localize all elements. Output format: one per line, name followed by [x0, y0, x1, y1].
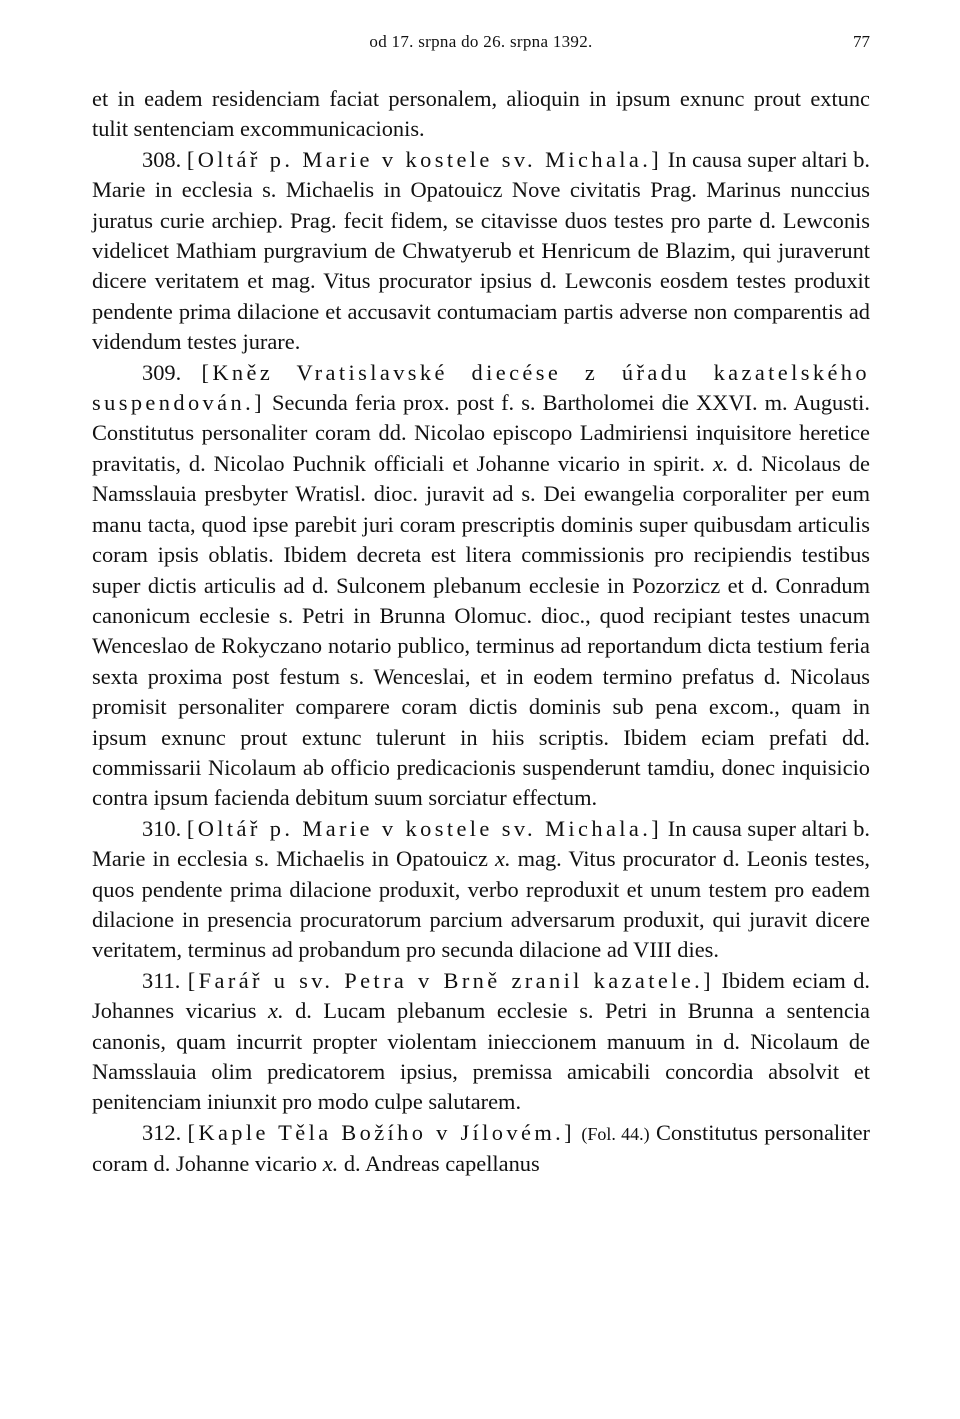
entry-heading: [Farář u sv. Petra v Brně zranil kazatele.] — [187, 967, 715, 993]
entry-309 — [92, 358, 870, 814]
running-head — [92, 28, 870, 62]
entry-308 — [92, 145, 870, 358]
entry-heading: [Oltář p. Marie v kostele sv. Michala.] — [186, 146, 663, 172]
entry-text: In causa super altari b. Marie in ecclesia s. Michaelis in Opatouicz Nove civitatis Prag. Marinus nunccius juratus curie archiep. Prag. fecit fidem, se citavisse duos testes pro parte d. Lewconis videlicet Mathiam purgravium de Chwatyerub et Henricum de Blazim, qui juraverunt dicere veritatem et mag. Vitus procurator ipsius d. Lewconis eosdem testes produxit pendente prima dilacione et accusavit contumaciam partis adverse non comparentis ad videndum testes jurare. — [92, 146, 870, 355]
entry-heading: [Kaple Těla Božího v Jílovém.] — [187, 1119, 575, 1145]
book-page — [92, 28, 870, 1180]
entry-number: 312. — [142, 1119, 182, 1145]
abbreviation-x: x. — [268, 998, 284, 1024]
entry-311 — [92, 966, 870, 1118]
folio-reference: (Fol. 44.) — [581, 1123, 650, 1144]
entry-text-continued: d. Nicolaus de Namsslauia presbyter Wratisl. dioc. juravit ad s. Dei ewangelia corporaliter per eum manu tacta, quod ipse parebit juri coram prescriptis dominis super quibusdam articulis coram ipsis oblatis. Ibidem decreta est litera commissionis pro recipiendis testibus super dictis articulis ad d. Sulconem plebanum ecclesie in Pozorzicz et d. Conradum canonicum ecclesie s. Petri in Brunna Olomuc. dioc., quod recipiant testes unacum Wenceslao de Rokyczano notario publico, terminus ad reportandum dicta testium feria sexta proxima post festum s. Wenceslai, et in eodem termino prefatus d. Nicolaus promisit personaliter comparere coram dictis dominis sub pena excom., quam in ipsum exnunc prout extunc tulerunt in hiis scriptis. Ibidem eciam prefati dd. commissarii Nicolaum ab officio predicacionis suspenderunt tamdiu, donec inquisicio contra ipsum facienda debitum suum sorciatur effectum. — [92, 450, 870, 811]
abbreviation-x: x. — [712, 450, 729, 476]
abbreviation-x: x. — [495, 846, 511, 872]
entry-text-continued: mag. Vitus procurator d. Leonis testes, quos pendente prima dilacione produxit, verbo reproduxit et unum testem pro eadem dilacione in presencia procuratorum parcium adversarum produxit, qui juravit dicere veritatem, terminus ad probandum pro secunda dilacione ad VIII dies. — [92, 846, 871, 963]
paragraph-continuation — [92, 84, 870, 145]
running-head-title: od 17. srpna do 26. srpna 1392. — [369, 32, 593, 51]
page-number: 77 — [853, 32, 870, 51]
entry-text-continued: d. Andreas capellanus — [343, 1151, 540, 1177]
entry-number: 311. — [142, 967, 181, 993]
entry-310 — [92, 814, 870, 966]
body-text — [92, 84, 870, 1180]
entry-number: 308. — [142, 146, 182, 172]
entry-312 — [92, 1118, 870, 1180]
entry-text-continued: d. Lucam plebanum ecclesie s. Petri in Brunna a sentencia canonis, quam incurrit propter violentam inieccionem manuum in d. Nicolaum de Namsslauia olim predicatorem ipsius, premissa amicabili concordia absolvit et penitenciam iniunxit pro modo culpe salutarem. — [92, 998, 870, 1115]
paragraph-text: et in eadem residenciam faciat personalem, alioquin in ipsum exnunc prout extunc tulit sentenciam excommunicacionis. — [92, 86, 870, 142]
abbreviation-x: x. — [322, 1151, 339, 1177]
entry-text: Ibidem eciam d. Johannes vicarius — [92, 967, 870, 1024]
entry-heading: [Kněz Vratislavské diecése z úřadu kazatelského suspendován.] — [92, 359, 870, 416]
entry-number: 309. — [142, 359, 182, 385]
entry-number: 310. — [142, 815, 182, 841]
entry-text: In causa super altari b. Marie in ecclesia s. Michaelis in Opatouicz — [92, 815, 870, 872]
entry-text: Constitutus personaliter coram d. Johanne vicario — [92, 1119, 870, 1177]
entry-heading: [Oltář p. Marie v kostele sv. Michala.] — [186, 815, 663, 841]
entry-text: Secunda feria prox. post f. s. Bartholomei die XXVI. m. Augusti. Constitutus personaliter coram dd. Nicolao episcopo Ladmiriensi inquisitore heretice pravitatis, d. Nicolao Puchnik officiali et Johanne vicario in spirit. — [92, 390, 870, 476]
